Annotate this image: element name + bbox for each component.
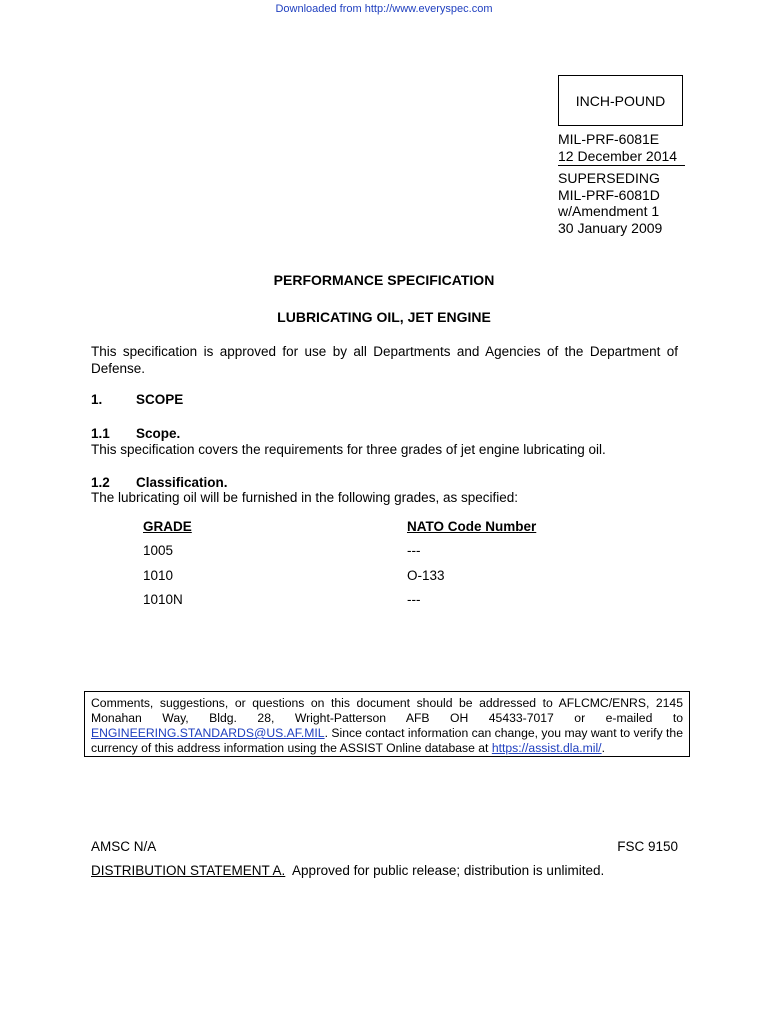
section-1-2-text: The lubricating oil will be furnished in the following grades, as specified: (91, 490, 518, 505)
section-1-2-title: Classification. (136, 475, 228, 490)
superseded-date: 30 January 2009 (558, 219, 663, 236)
superseded-number: MIL-PRF-6081D (558, 186, 660, 203)
section-1-2-number: 1.2 (91, 475, 110, 490)
superseded-amendment: w/Amendment 1 (558, 203, 660, 219)
superseding-block (558, 170, 685, 236)
section-1-title: SCOPE (136, 392, 184, 407)
distribution-label: DISTRIBUTION STATEMENT A. (91, 863, 286, 878)
document-id-block (558, 131, 685, 236)
unit-system-box (558, 75, 683, 126)
nato-code-cell: O-133 (407, 567, 445, 583)
section-1-1-title: Scope. (136, 426, 181, 441)
footer-codes (91, 839, 678, 854)
comments-text-middle: . Since contact information can change, you may want to verify the currency of this address information using the ASSIST Online database at (91, 726, 683, 755)
spec-type-title: PERFORMANCE SPECIFICATION (273, 272, 495, 288)
comments-notice-box (84, 691, 690, 757)
grade-cell: 1010N (143, 592, 183, 608)
document-date: 12 December 2014 (558, 148, 685, 166)
grade-cell: 1005 (143, 543, 174, 559)
assist-online-link[interactable]: https://assist.dla.mil/ (491, 741, 602, 755)
distribution-statement (91, 863, 604, 878)
comments-text-end: . (601, 741, 605, 755)
table-row (143, 588, 536, 613)
approval-statement: This specification is approved for use by all Departments and Agencies of the Department of Defense. (91, 344, 678, 376)
section-1-1-text: This specification covers the requirements for three grades of jet engine lubricating oil. (91, 442, 606, 457)
fsc-code: FSC 9150 (617, 839, 678, 854)
grade-table-header (143, 514, 536, 539)
download-source-link[interactable]: Downloaded from http://www.everyspec.com (275, 3, 493, 15)
grade-column-header: GRADE (143, 518, 192, 534)
section-1-1-number: 1.1 (91, 426, 110, 441)
document-number: MIL-PRF-6081E (558, 131, 660, 147)
grade-cell: 1010 (143, 567, 174, 583)
distribution-text: Approved for public release; distribution is unlimited. (292, 863, 605, 878)
nato-code-column-header: NATO Code Number (407, 518, 537, 534)
nato-code-cell: --- (407, 592, 421, 608)
section-1-1-heading (91, 426, 180, 441)
table-row (143, 539, 536, 564)
comments-text-intro: Comments, suggestions, or questions on this document should be addressed to AFLCMC/ENRS, 2145 Monahan Way, Bldg. 28, Wright-Patterson AFB OH 45433-7017 or e-mailed to (91, 696, 683, 725)
unit-system-label: INCH-POUND (575, 92, 666, 109)
nato-code-cell: --- (407, 543, 421, 559)
amsc-code: AMSC N/A (91, 839, 157, 854)
grade-table (143, 514, 536, 612)
email-link[interactable]: ENGINEERING.STANDARDS@US.AF.MIL (91, 726, 325, 740)
section-1-number: 1. (91, 392, 103, 407)
section-1-heading (91, 392, 183, 407)
section-1-2-heading (91, 475, 228, 490)
superseding-label: SUPERSEDING (558, 170, 660, 186)
table-row (143, 563, 536, 588)
spec-subject-title: LUBRICATING OIL, JET ENGINE (277, 309, 491, 325)
